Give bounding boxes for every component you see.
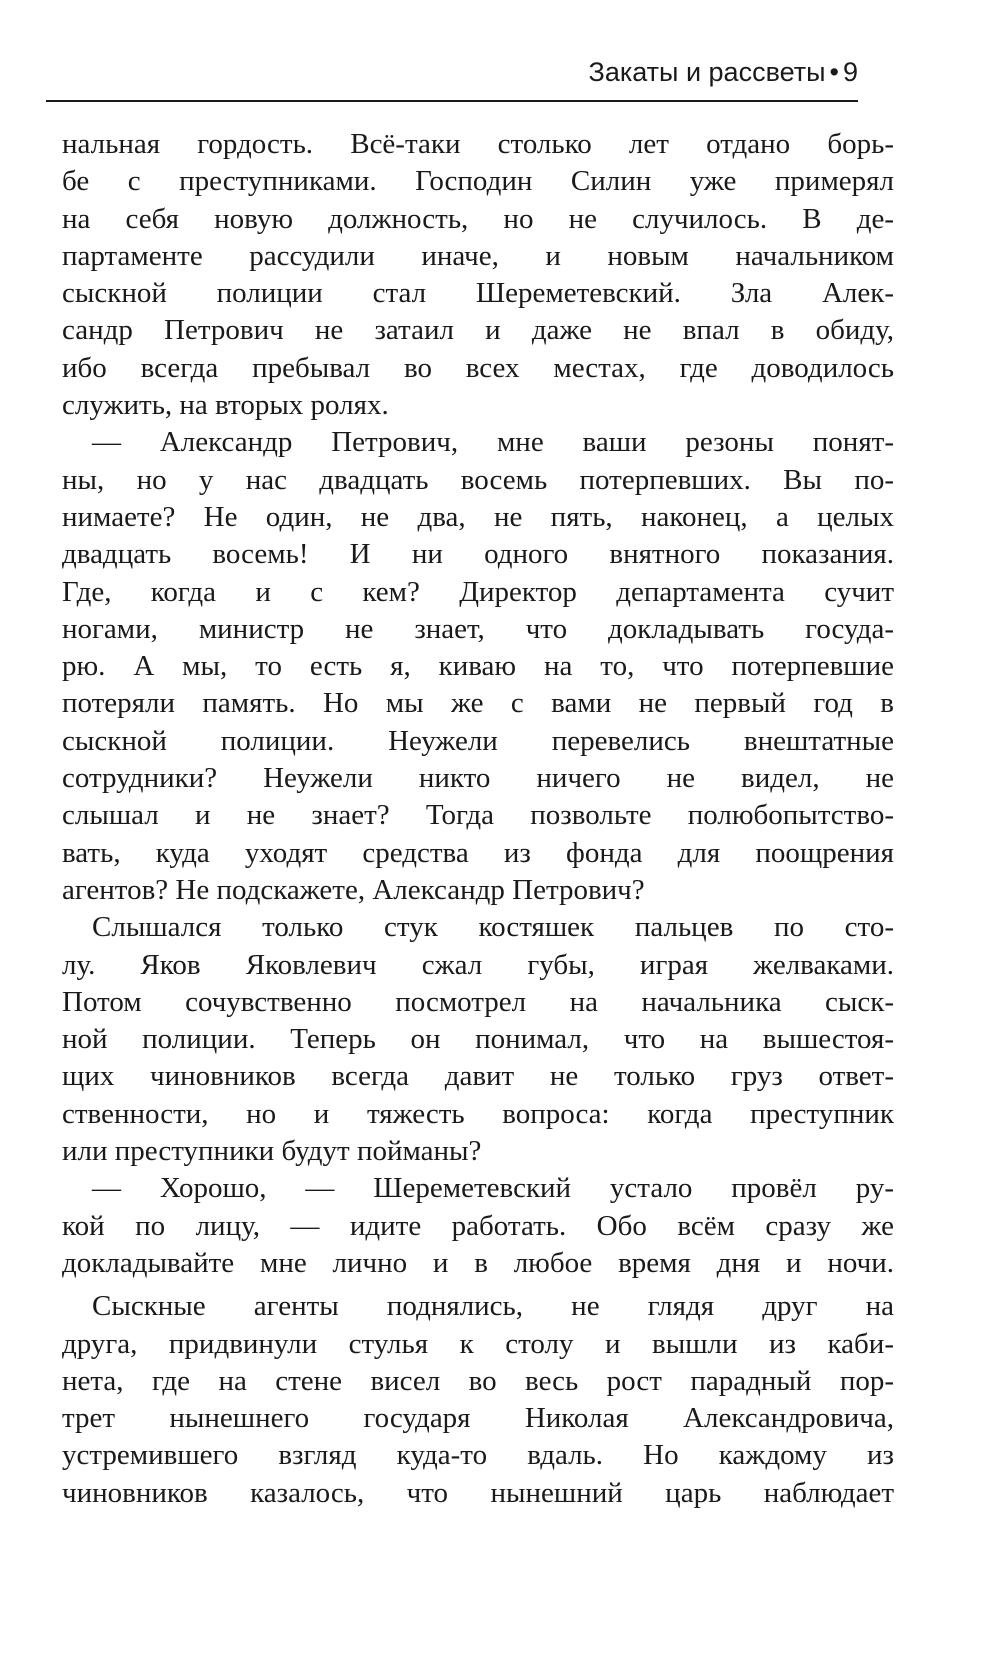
text-line: кой по лицу, — идите работать. Обо всём сразу же <box>62 1209 894 1242</box>
text-line: Сыскные агенты поднялись, не глядя друг на <box>92 1290 894 1323</box>
text-line: на себя новую должность, но не случилось. В де- <box>62 202 894 235</box>
text-line: нимаете? Не один, не два, не пять, наконец, а целых <box>62 500 894 533</box>
text-line: слышал и не знает? Тогда позвольте полюбопытство- <box>62 799 894 832</box>
header-rule <box>46 100 858 102</box>
text-line: нета, где на стене висел во весь рост парадный пор- <box>62 1364 894 1397</box>
text-line: сотрудники? Неужели никто ничего не видел, не <box>62 762 894 795</box>
text-line: рю. А мы, то есть я, киваю на то, что потерпевшие <box>62 650 894 683</box>
text-line: сыскной полиции. Неужели перевелись внештатные <box>62 724 894 757</box>
text-line: друга, придвинули стулья к столу и вышли из каби- <box>62 1327 894 1360</box>
text-line: трет нынешнего государя Николая Александровича, <box>62 1402 894 1435</box>
body-text <box>62 126 894 1512</box>
text-line: ногами, министр не знает, что докладывать госуда- <box>62 612 894 645</box>
running-header-separator: • <box>829 57 839 87</box>
text-line: Слышался только стук костяшек пальцев по сто- <box>92 911 894 944</box>
text-line: ибо всегда пребывал во всех местах, где доводилось <box>62 351 894 384</box>
text-line: щих чиновников всегда давит не только груз ответ- <box>62 1060 894 1093</box>
text-line: докладывайте мне лично и в любое время дня и ночи. <box>62 1246 894 1279</box>
text-line: сандр Петрович не затаил и даже не впал в обиду, <box>62 314 894 347</box>
text-line: Потом сочувственно посмотрел на начальника сыск- <box>62 985 894 1018</box>
text-line: ны, но у нас двадцать восемь потерпевших. Вы по- <box>62 463 894 496</box>
page-number: 9 <box>842 57 858 87</box>
text-line: лу. Яков Яковлевич сжал губы, играя желваками. <box>62 948 894 981</box>
text-line: Где, когда и с кем? Директор департамента сучит <box>62 575 894 608</box>
text-line: двадцать восемь! И ни одного внятного показания. <box>62 538 894 571</box>
text-line: ственности, но и тяжесть вопроса: когда преступник <box>62 1097 894 1130</box>
text-line: вать, куда уходят средства из фонда для поощрения <box>62 836 894 869</box>
text-line: нальная гордость. Всё-таки столько лет отдано борь- <box>62 128 894 160</box>
text-line: ной полиции. Теперь он понимал, что на вышестоя- <box>62 1023 894 1056</box>
running-header-title: Закаты и рассветы <box>588 57 826 87</box>
text-line: устремившего взгляд куда-то вдаль. Но каждому из <box>62 1439 894 1472</box>
text-line: или преступники будут пойманы? <box>62 1135 482 1168</box>
text-line: — Александр Петрович, мне ваши резоны понят- <box>92 426 894 459</box>
text-line: агентов? Не подскажете, Александр Петрович? <box>62 873 645 906</box>
text-line: — Хорошо, — Шереметевский устало провёл ру- <box>92 1172 894 1205</box>
text-line: чиновников казалось, что нынешний царь наблюдает <box>62 1476 894 1509</box>
running-header <box>46 56 858 88</box>
text-line: сыскной полиции стал Шереметевский. Зла Алек- <box>62 277 894 310</box>
text-line: потеряли память. Но мы же с вами не первый год в <box>62 687 894 720</box>
text-line: партаменте рассудили иначе, и новым начальником <box>62 239 894 272</box>
text-line: служить, на вторых ролях. <box>62 389 389 422</box>
text-line: бе с преступниками. Господин Силин уже примерял <box>62 165 894 198</box>
